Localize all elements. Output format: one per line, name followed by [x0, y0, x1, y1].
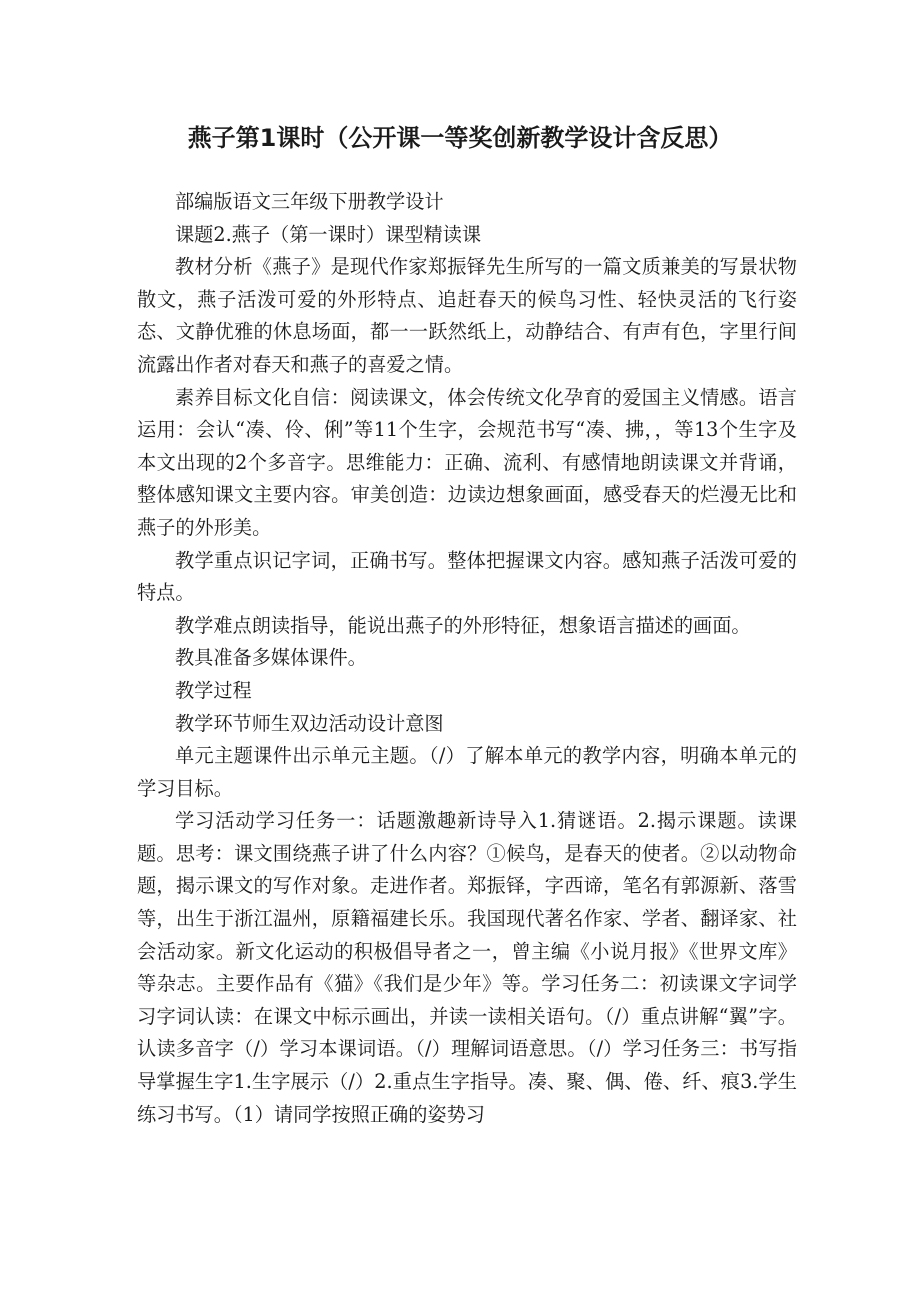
paragraph-unit-theme: 单元主题课件出示单元主题。（/）了解本单元的教学内容，明确本单元的学习目标。 [137, 744, 797, 800]
paragraph-process-heading: 教学过程 [175, 678, 252, 702]
paragraph-lesson-title: 课题2.燕子（第一课时）课型精读课 [175, 222, 482, 246]
document-title: 燕子第1课时（公开课一等奖创新教学设计含反思） [187, 124, 733, 152]
document-body [137, 186, 797, 1131]
paragraph-learning-activities: 学习活动学习任务一：话题激趣新诗导入1.猜谜语。2.揭示课题。读课题。思考：课文围绕燕子讲了什么内容？①候鸟，是春天的使者。②以动物命题，揭示课文的写作对象。走进作者。郑振铎，字西谛，笔名有郭源新、落雪等，出生于浙江温州，原籍福建长乐。我国现代著名作家、学者、翻译家、社会活动家。新文化运动的积极倡导者之一，曾主编《小说月报》《世界文库》等杂志。主要作品有《猫》《我们是少年》等。学习任务二：初读课文字词学习字词认读：在课文中标示画出，并读一读相关语句。（/）重点讲解“翼”字。认读多音字（/）学习本课词语。（/）理解词语意思。（/）学习任务三：书写指导掌握生字1.生字展示（/）2.重点生字指导。凑、聚、偶、倦、纤、痕3.学生练习书写。（1）请同学按照正确的姿势习 [137, 809, 797, 1126]
paragraph-literacy-goals: 素养目标文化自信：阅读课文，体会传统文化孕育的爱国主义情感。语言运用：会认“凑、伶、俐”等11个生字，会规范书写“凑、拂，，等13个生字及本文出现的2个多音字。思维能力：正确、流利、有感情地朗读课文并背诵，整体感知课文主要内容。审美创造：边读边想象画面，感受春天的烂漫无比和燕子的外形美。 [137, 385, 797, 539]
paragraph-material-analysis: 教材分析《燕子》是现代作家郑振铎先生所写的一篇文质兼美的写景状物散文，燕子活泼可爱的外形特点、追赶春天的候鸟习性、轻快灵活的飞行姿态、文静优雅的休息场面，都一一跃然纸上，动静结合、有声有色，字里行间流露出作者对春天和燕子的喜爱之情。 [137, 255, 797, 376]
paragraph-teaching-aids: 教具准备多媒体课件。 [175, 646, 367, 670]
paragraph-table-header: 教学环节师生双边活动设计意图 [175, 711, 444, 735]
paragraph-edition: 部编版语文三年级下册教学设计 [175, 190, 444, 213]
paragraph-difficulties: 教学难点朗读指导，能说出燕子的外形特征，想象语言描述的画面。 [175, 613, 751, 637]
paragraph-key-points: 教学重点识记字词，正确书写。整体把握课文内容。感知燕子活泼可爱的特点。 [137, 548, 797, 605]
